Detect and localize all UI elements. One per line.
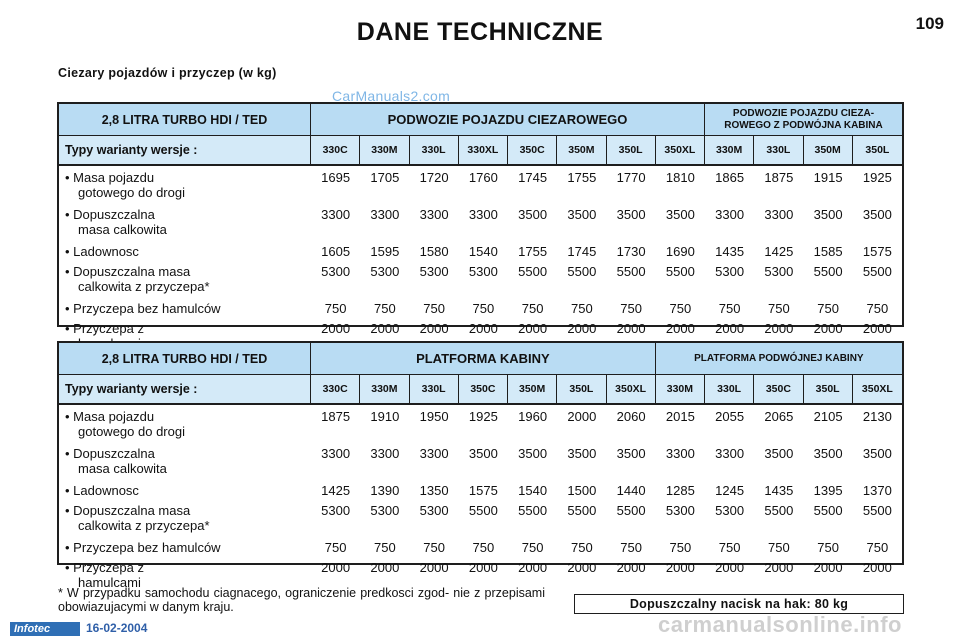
value-cell: 1500 — [567, 483, 597, 498]
value-cell: 2000 — [665, 560, 695, 575]
value-cell: 1875 — [764, 170, 794, 185]
value-cell: 5300 — [764, 264, 794, 279]
value-cell: 3300 — [419, 207, 449, 222]
value-cell: 5300 — [468, 264, 498, 279]
value-column — [607, 170, 656, 358]
value-column — [410, 409, 459, 597]
footnote: * W przypadku samochodu ciagnacego, ograniczenie predkosci zgod- nie z przepisami obowiazujacymi w danym kraju. — [58, 586, 545, 614]
type-header-cell: 330XL — [459, 136, 508, 164]
value-column — [557, 409, 606, 597]
group2-header-line1: PODWOZIE POJAZDU CIEZA- — [732, 107, 875, 119]
value-cell: 3500 — [862, 207, 892, 222]
value-cell: 1950 — [419, 409, 449, 424]
value-cell: 1770 — [616, 170, 646, 185]
group1-header: PLATFORMA KABINY — [311, 343, 656, 374]
value-column — [656, 170, 705, 358]
value-cell: 1390 — [370, 483, 400, 498]
value-column — [853, 170, 902, 358]
value-cell: 5300 — [370, 503, 400, 518]
value-cell: 1395 — [813, 483, 843, 498]
value-cell: 3500 — [567, 446, 597, 461]
value-cell: 3500 — [616, 207, 646, 222]
value-cell: 5300 — [715, 264, 745, 279]
value-column — [804, 170, 853, 358]
row-label-line1: • Dopuszczalna masa — [65, 503, 191, 518]
type-header-cell: 350C — [508, 136, 557, 164]
value-cell: 5500 — [616, 264, 646, 279]
value-cell: 2000 — [370, 560, 400, 575]
row-label — [59, 446, 311, 483]
value-cell: 750 — [669, 301, 692, 316]
value-cell: 5500 — [567, 264, 597, 279]
value-cell: 3300 — [764, 207, 794, 222]
value-cell: 1690 — [665, 244, 695, 259]
value-cell: 2000 — [567, 321, 597, 336]
infotec-logo: Infotec — [10, 622, 80, 636]
value-cell: 750 — [571, 540, 593, 555]
value-column — [311, 409, 360, 597]
value-cell: 750 — [866, 540, 889, 555]
row-label — [59, 540, 311, 560]
value-cell: 1440 — [616, 483, 646, 498]
value-cell: 2015 — [665, 409, 695, 424]
value-cell: 1960 — [518, 409, 548, 424]
value-cell: 5500 — [813, 503, 843, 518]
group2-header — [656, 343, 902, 374]
group2-header-text — [724, 108, 883, 132]
value-cell: 5500 — [862, 503, 892, 518]
value-cell: 1755 — [567, 170, 597, 185]
page-number: 109 — [915, 14, 944, 33]
value-column — [754, 170, 803, 358]
value-cell: 1585 — [813, 244, 843, 259]
value-cell: 1245 — [715, 483, 745, 498]
value-cell: 2000 — [567, 560, 597, 575]
value-cell: 1865 — [715, 170, 745, 185]
row-label-line2: masa calkowita — [78, 222, 167, 237]
type-header-cell: 330M — [705, 136, 754, 164]
page-title: DANE TECHNICZNE — [356, 18, 604, 46]
value-cell: 2000 — [764, 560, 794, 575]
value-cell: 1435 — [715, 244, 745, 259]
row-label-line2: gotowego do drogi — [78, 424, 185, 439]
value-cell: 750 — [669, 540, 692, 555]
value-cell: 5300 — [665, 503, 695, 518]
value-column — [508, 170, 557, 358]
value-cell: 1370 — [862, 483, 892, 498]
value-column — [311, 170, 360, 358]
type-header-cell: 330C — [311, 136, 360, 164]
row-label — [59, 503, 311, 540]
value-cell: 750 — [324, 301, 347, 316]
value-cell: 750 — [521, 540, 544, 555]
values-grid — [311, 170, 902, 358]
value-cell: 2000 — [370, 321, 400, 336]
type-header-cell: 330L — [705, 375, 754, 403]
row-label-line1: • Dopuszczalna masa — [65, 264, 191, 279]
value-cell: 5300 — [419, 503, 449, 518]
row-label-line1: • Dopuszczalna — [65, 207, 155, 222]
type-header-cell: 350XL — [861, 383, 893, 395]
value-cell: 5300 — [321, 264, 351, 279]
section-subtitle: Ciezary pojazdów i przyczep (w kg) — [58, 66, 277, 80]
engine-header: 2,8 LITRA TURBO HDI / TED — [59, 104, 311, 135]
value-cell: 3500 — [862, 446, 892, 461]
weights-table-platform — [57, 341, 904, 590]
value-cell: 1760 — [468, 170, 498, 185]
value-cell: 750 — [866, 301, 889, 316]
value-cell: 750 — [374, 540, 396, 555]
value-cell: 3500 — [518, 207, 548, 222]
watermark-carmanualsonline: carmanualsonline.info — [658, 612, 902, 637]
type-header-cell: 330C — [311, 375, 360, 403]
row-label-line1: • Masa pojazdu — [65, 409, 155, 424]
value-cell: 2065 — [764, 409, 794, 424]
group-header-row — [59, 104, 902, 136]
value-cell: 1705 — [370, 170, 400, 185]
value-cell: 1580 — [419, 244, 449, 259]
value-cell: 2000 — [862, 321, 892, 336]
value-cell: 1915 — [813, 170, 843, 185]
row-label-line1: • Masa pojazdu — [65, 170, 155, 185]
value-column — [705, 409, 754, 597]
value-cell: 5300 — [321, 503, 351, 518]
weights-table-chassis — [57, 102, 904, 336]
value-cell: 2000 — [862, 560, 892, 575]
value-cell: 3300 — [321, 207, 351, 222]
value-cell: 1425 — [321, 483, 351, 498]
value-column — [410, 170, 459, 358]
value-cell: 750 — [620, 301, 642, 316]
value-cell: 3300 — [419, 446, 449, 461]
value-cell: 2000 — [518, 560, 548, 575]
print-date: 16-02-2004 — [86, 621, 148, 635]
row-label-line1: • Przyczepa z — [65, 560, 144, 575]
value-cell: 1925 — [862, 170, 892, 185]
row-label — [59, 244, 311, 264]
group2-header-line1: PLATFORMA PODWÓJNEJ KABINY — [694, 352, 864, 364]
row-label-line1: • Przyczepa z — [65, 321, 144, 336]
group-header-row — [59, 343, 902, 375]
value-cell: 1925 — [468, 409, 498, 424]
value-cell: 1605 — [321, 244, 351, 259]
value-column — [360, 170, 409, 358]
value-cell: 2000 — [813, 560, 843, 575]
value-cell: 2000 — [468, 321, 498, 336]
value-cell: 750 — [620, 540, 642, 555]
value-cell: 2000 — [764, 321, 794, 336]
value-column — [360, 409, 409, 597]
value-cell: 1435 — [764, 483, 794, 498]
value-cell: 750 — [374, 301, 396, 316]
value-cell: 750 — [324, 540, 347, 555]
value-cell: 750 — [817, 540, 839, 555]
value-cell: 5500 — [813, 264, 843, 279]
value-cell: 1755 — [518, 244, 548, 259]
row-label — [59, 301, 311, 321]
value-cell: 5500 — [518, 264, 548, 279]
row-label — [59, 207, 311, 244]
hitch-load-box: Dopuszczalny nacisk na hak: 80 kg — [574, 594, 904, 614]
value-cell: 5500 — [665, 264, 695, 279]
value-cell: 3500 — [813, 207, 843, 222]
value-cell: 5500 — [567, 503, 597, 518]
value-cell: 3500 — [764, 446, 794, 461]
type-header-cell: 350XL — [607, 375, 656, 403]
value-column — [754, 409, 803, 597]
value-cell: 1350 — [419, 483, 449, 498]
value-cell: 1695 — [321, 170, 351, 185]
row-label-line1: • Ladownosc — [65, 244, 139, 259]
row-label-line2: hamulcami — [78, 575, 141, 590]
type-header-cell: 330L — [754, 136, 803, 164]
value-cell: 2000 — [518, 321, 548, 336]
group2-header — [705, 104, 902, 135]
type-header-cell: 350L — [865, 144, 890, 156]
value-cell: 5300 — [370, 264, 400, 279]
value-cell: 3300 — [715, 207, 745, 222]
value-cell: 750 — [768, 301, 790, 316]
type-header-cell: 350L — [804, 375, 853, 403]
types-label: Typy warianty wersje : — [59, 375, 311, 403]
type-header-cell: 330L — [410, 375, 459, 403]
value-cell: 3300 — [321, 446, 351, 461]
value-cell: 2060 — [616, 409, 646, 424]
value-column — [804, 409, 853, 597]
values-grid — [311, 409, 902, 597]
value-cell: 750 — [571, 301, 593, 316]
value-cell: 750 — [472, 301, 495, 316]
value-cell: 5300 — [715, 503, 745, 518]
types-row — [59, 375, 902, 405]
row-labels — [59, 409, 311, 597]
group1-header: PODWOZIE POJAZDU CIEZAROWEGO — [311, 104, 705, 135]
value-cell: 5500 — [468, 503, 498, 518]
type-header-cell: 350M — [804, 136, 853, 164]
value-column — [656, 409, 705, 597]
row-label — [59, 170, 311, 207]
value-cell: 3300 — [665, 446, 695, 461]
value-cell: 1575 — [468, 483, 498, 498]
value-cell: 2000 — [419, 321, 449, 336]
value-cell: 1745 — [567, 244, 597, 259]
type-header-cell: 330L — [410, 136, 459, 164]
value-cell: 2055 — [715, 409, 745, 424]
value-cell: 750 — [718, 301, 741, 316]
type-header-cell: 350L — [557, 375, 606, 403]
row-label — [59, 409, 311, 446]
type-header-cell: 330M — [360, 375, 409, 403]
value-cell: 1810 — [665, 170, 695, 185]
value-cell: 750 — [817, 301, 839, 316]
value-cell: 2000 — [419, 560, 449, 575]
group2-header-line2: ROWEGO Z PODWÓJNA KABINA — [724, 119, 883, 131]
value-cell: 1910 — [370, 409, 400, 424]
row-label-line2: calkowita z przyczepa* — [78, 279, 210, 294]
value-cell: 750 — [423, 301, 445, 316]
value-cell: 5500 — [862, 264, 892, 279]
value-cell: 3500 — [518, 446, 548, 461]
value-cell: 3500 — [567, 207, 597, 222]
value-cell: 2000 — [321, 560, 351, 575]
value-cell: 1595 — [370, 244, 400, 259]
value-cell: 2000 — [567, 409, 597, 424]
value-cell: 750 — [718, 540, 741, 555]
value-column — [459, 170, 508, 358]
type-header-cell: 350L — [607, 136, 656, 164]
row-label-line2: calkowita z przyczepa* — [78, 518, 210, 533]
row-label-line2: masa calkowita — [78, 461, 167, 476]
engine-header: 2,8 LITRA TURBO HDI / TED — [59, 343, 311, 374]
type-header-cell: 350C — [459, 375, 508, 403]
types-label: Typy warianty wersje : — [59, 136, 311, 164]
value-cell: 750 — [423, 540, 445, 555]
value-column — [705, 170, 754, 358]
value-cell: 2130 — [862, 409, 892, 424]
value-column — [853, 409, 902, 597]
value-cell: 2000 — [468, 560, 498, 575]
value-cell: 3300 — [370, 207, 400, 222]
types-row — [59, 136, 902, 166]
value-cell: 3300 — [468, 207, 498, 222]
value-cell: 2000 — [321, 321, 351, 336]
row-label — [59, 264, 311, 301]
row-labels — [59, 170, 311, 358]
value-cell: 1575 — [862, 244, 892, 259]
value-column — [459, 409, 508, 597]
type-header-cell: 350M — [508, 375, 557, 403]
type-header-cell: 350C — [754, 375, 803, 403]
value-cell: 3500 — [468, 446, 498, 461]
table-body — [59, 405, 902, 597]
value-cell: 5500 — [518, 503, 548, 518]
row-label-line1: • Ladownosc — [65, 483, 139, 498]
value-cell: 1285 — [665, 483, 695, 498]
watermark-carmanuals: CarManuals2.com — [332, 88, 451, 104]
value-cell: 5500 — [764, 503, 794, 518]
value-cell: 1730 — [616, 244, 646, 259]
value-cell: 5500 — [616, 503, 646, 518]
value-cell: 1720 — [419, 170, 449, 185]
type-header-cell: 330M — [360, 136, 409, 164]
value-cell: 2000 — [616, 560, 646, 575]
value-column — [607, 409, 656, 597]
group2-header-text — [694, 353, 863, 365]
row-label-line1: • Dopuszczalna — [65, 446, 155, 461]
value-cell: 5300 — [419, 264, 449, 279]
value-cell: 1540 — [468, 244, 498, 259]
value-cell: 2000 — [665, 321, 695, 336]
value-column — [557, 170, 606, 358]
value-cell: 2000 — [616, 321, 646, 336]
type-header-cell: 350XL — [656, 136, 705, 164]
value-cell: 3300 — [715, 446, 745, 461]
row-label — [59, 483, 311, 503]
value-cell: 3300 — [370, 446, 400, 461]
value-cell: 2000 — [715, 560, 745, 575]
type-header-cell: 330M — [656, 375, 705, 403]
row-label-line1: • Przyczepa bez hamulców — [65, 540, 221, 555]
value-cell: 1875 — [321, 409, 351, 424]
value-cell: 2000 — [715, 321, 745, 336]
value-cell: 3500 — [616, 446, 646, 461]
value-cell: 3500 — [665, 207, 695, 222]
table-body — [59, 166, 902, 358]
value-cell: 1745 — [518, 170, 548, 185]
value-cell: 750 — [472, 540, 495, 555]
value-cell: 1425 — [764, 244, 794, 259]
row-label-line2: gotowego do drogi — [78, 185, 185, 200]
value-cell: 750 — [768, 540, 790, 555]
value-cell: 3500 — [813, 446, 843, 461]
row-label-line1: • Przyczepa bez hamulców — [65, 301, 221, 316]
value-cell: 2000 — [813, 321, 843, 336]
value-column — [508, 409, 557, 597]
value-cell: 2105 — [813, 409, 843, 424]
type-header-cell: 350M — [557, 136, 606, 164]
value-cell: 750 — [521, 301, 544, 316]
value-cell: 1540 — [518, 483, 548, 498]
